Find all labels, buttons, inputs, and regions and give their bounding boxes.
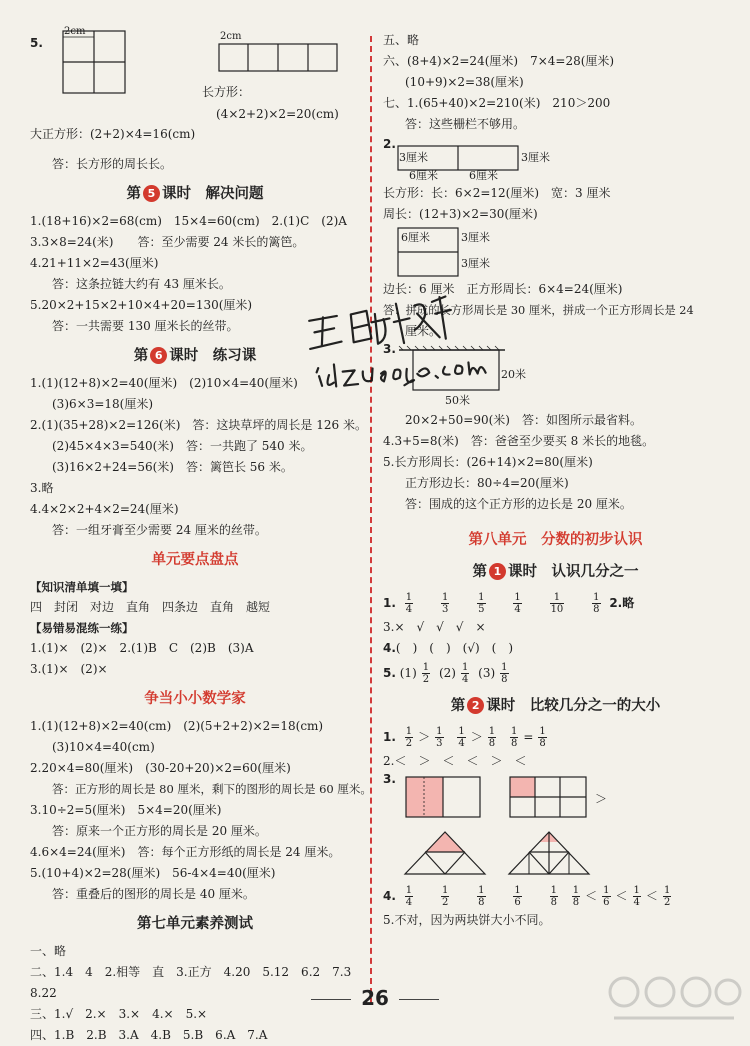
lesson2-q4: 4. $\frac{1}{4}$ $\frac{1}{2}$ $\frac{1}{8}$ $\frac{1}{6}$ $\frac{1}{8}$ $\frac{1}{8}$ ＜ $\frac{1}{6}$ ＜ $\frac{1}{4}$ ＜ $\frac{1}{2}$ [383,885,671,908]
quarter-shaded-rect-svg [509,776,587,818]
page-number-dash [399,999,439,1000]
unit7-test-line: 三、1.√ 2.× 3.× 4.× 5.× [30,1007,208,1021]
right-top-line: 五、略 [383,33,420,47]
lesson2-q3-number: 3. [383,772,396,786]
fraction: $\frac{1}{10}$ [550,592,564,615]
rectangle-label: 长方形： [202,85,251,99]
square-figure-label: 2cm [64,26,86,37]
mistakes-tag: 【易错易混练一练】 [30,621,134,635]
q5-answer: 答：长方形的周长长。 [52,157,173,171]
unit7-test-line: 四、1.B 2.B 3.A 4.B 5.B 6.A 7.A [30,1028,268,1042]
rectangle-figure [218,31,338,72]
lesson2-q3-figures [383,772,728,882]
q2-line2: 答：拼成的长方形周长是 30 厘米，拼成一个正方形周长是 24 [383,304,694,317]
q2-square-figure [383,225,728,279]
rectangle-calc: (4×2+2)×2=20(cm) [216,107,339,121]
fraction: $\frac{1}{8}$ [501,662,508,685]
column-divider [370,36,372,1004]
q2-square-label: 3厘米 [461,257,490,270]
mathematician-line: 4.6×4=24(厘米) 答：每个正方形纸的周长是 24 厘米。 [30,845,341,859]
right-column [383,30,728,931]
fraction: $\frac{1}{8}$ [539,726,546,749]
lesson2-q3-symbol: ＞ [595,792,608,806]
lesson6-heading: 第 6 课时 练习课 [133,348,257,364]
lesson5-line: 答：一共需要 130 厘米长的丝带。 [52,319,239,333]
fraction: $\frac{1}{4}$ [458,726,465,749]
fraction: $\frac{1}{2}$ [441,885,449,908]
fraction: $\frac{1}{4}$ [514,592,521,615]
eighth-shaded-triangle-svg [507,830,591,876]
unit7-test-line: 8.22 [30,986,57,1000]
q3-line: 4.3+5=8(米) 答：爸爸至少要买 8 米长的地毯。 [383,434,655,448]
lesson6-line: (3)16×2+24=56(米) 答：篱笆长 56 米。 [52,460,293,474]
mathematician-line: 答：重叠后的图形的周长是 40 厘米。 [52,887,255,901]
lesson5-line: 1.(18+16)×2=68(cm) 15×4=60(cm) 2.(1)C (2)A [30,214,347,228]
q2-line2: 厘米。 [405,324,442,338]
lesson6-line: (2)45×4×3=540(米) 答：一共跑了 540 米。 [52,439,313,453]
mathematician-line: 2.20×4=80(厘米) (30-20+20)×2=60(厘米) [30,761,291,775]
q3-line: 答：围成的这个正方形的边长是 20 厘米。 [405,497,632,511]
lesson6-line: 答：一组牙膏至少需要 24 厘米的丝带。 [52,523,267,537]
knowledge-line: 四 封闭 对边 直角 四条边 直角 越短 [30,600,271,614]
fraction: $\frac{1}{8}$ [593,592,600,615]
lesson5-line: 5.20×2+15×2+10×4+20=130(厘米) [30,298,253,312]
lesson5-badge: 5 [143,185,160,202]
rectangle-figure-label: 2cm [220,31,242,42]
q2-number: 2. [383,137,396,151]
fraction: $\frac{1}{8}$ [572,885,580,908]
fraction: $\frac{1}{4}$ [405,885,413,908]
lesson1-q3: 3.× √ √ √ × [383,620,486,634]
half-shaded-triangle-svg [403,830,487,876]
fraction: $\frac{1}{5}$ [478,592,485,615]
unit8-heading: 第八单元 分数的初步认识 [468,532,643,548]
lesson1-q1: 1. $\frac{1}{4}$ $\frac{1}{3}$ $\frac{1}{5}$ $\frac{1}{4}$ $\frac{1}{10}$ $\frac{1}{8}$ 2.略 [383,592,635,615]
fraction: $\frac{1}{8}$ [510,726,518,749]
fraction: $\frac{1}{2}$ [422,662,430,685]
lesson6-line: 1.(1)(12+8)×2=40(厘米) (2)10×4=40(厘米) [30,376,298,390]
lesson2-q2: 2.＜ ＞ ＜ ＜ ＞ ＜ [383,754,527,768]
mathematician-heading: 争当小小数学家 [144,691,246,707]
lesson1-q4: 4.( ) ( ) (√) ( ) [383,641,514,655]
fraction: $\frac{1}{2}$ [663,885,671,908]
fraction: $\frac{1}{4}$ [461,662,469,685]
q2-line2: 边长：6 厘米 正方形周长：6×4=24(厘米) [383,282,623,296]
mathematician-line: 5.(10+4)×2=28(厘米) 56-4×4=40(厘米) [30,866,276,880]
knowledge-tag: 【知识清单填一填】 [30,580,134,594]
square-figure [62,26,126,94]
half-shaded-rect-svg [405,776,481,818]
unit7-test-heading: 第七单元素养测试 [137,916,253,932]
fraction: $\frac{1}{2}$ [405,726,413,749]
lesson1-badge: 1 [489,563,506,580]
unit7-test-line: 一、略 [30,944,67,958]
q2-figure-row [383,137,728,183]
q2-label: 6厘米 [469,169,498,182]
fraction: $\frac{1}{3}$ [436,726,443,749]
q3-line: 正方形边长：80÷4=20(厘米) [405,476,569,490]
fraction: $\frac{1}{4}$ [633,885,640,908]
q3-label: 20米 [501,368,526,381]
right-top-line: 答：这些栅栏不够用。 [405,117,526,131]
page-number-dash [311,999,351,1000]
q3-line: 5.长方形周长：(26+14)×2=80(厘米) [383,455,593,469]
q2-square-label: 6厘米 [401,231,430,244]
lesson1-heading: 第 1 课时 认识几分之一 [472,564,639,580]
q5-number: 5. [30,36,43,50]
lesson5-line: 4.21+11×2=43(厘米) [30,256,159,270]
q3-label: 50米 [445,394,470,407]
fraction: $\frac{1}{6}$ [603,885,610,908]
mistakes-line: 1.(1)× (2)× 2.(1)B C (2)B (3)A [30,641,254,655]
lesson1-q5: 5. (1) $\frac{1}{2}$ (2) $\frac{1}{4}$ (3) $\frac{1}{8}$ [383,662,508,685]
right-top-line: 六、(8+4)×2=24(厘米) 7×4=28(厘米) [383,54,615,68]
fraction: $\frac{1}{6}$ [514,885,521,908]
lesson2-q5: 5.不对，因为两块饼大小不同。 [383,913,551,927]
unit-review-heading: 单元要点盘点 [151,552,239,568]
lesson2-heading: 第 2 课时 比较几分之一的大小 [450,698,661,714]
square-calc: 大正方形：(2+2)×4=16(cm) [30,127,196,141]
mathematician-line: 答：原来一个正方形的周长是 20 厘米。 [52,824,267,838]
q3-line: 20×2+50=90(米) 答：如图所示最省料。 [405,413,642,427]
fraction: $\frac{1}{4}$ [405,592,413,615]
q2-line: 周长：(12+3)×2=30(厘米) [383,207,538,221]
fraction: $\frac{1}{8}$ [478,885,485,908]
lesson6-line: 2.(1)(35+28)×2=126(米) 答：这块草坪的周长是 126 米。 [30,418,367,432]
mistakes-line: 3.(1)× (2)× [30,662,108,676]
lesson5-heading: 第 5 课时 解决问题 [126,186,264,202]
lesson2-badge: 2 [467,697,484,714]
right-top-line: 七、1.(65+40)×2=210(米) 210＞200 [383,96,611,110]
lesson6-line: 3.略 [30,481,54,495]
q2-line: 长方形：长：6×2=12(厘米) 宽：3 厘米 [383,186,611,200]
mathematician-line: 答：正方形的周长是 80 厘米，剩下的图形的周长是 60 厘米。 [52,782,372,796]
mathematician-line: 3.10÷2=5(厘米) 5×4=20(厘米) [30,803,222,817]
fraction: $\frac{1}{3}$ [441,592,449,615]
q2-label: 6厘米 [409,169,438,182]
lesson6-line: (3)6×3=18(厘米) [52,397,154,411]
q3-number: 3. [383,342,396,356]
lesson5-line: 3.3×8=24(米) 答：至少需要 24 米长的篱笆。 [30,235,305,249]
lesson5-line: 答：这条拉链大约有 43 厘米长。 [52,277,231,291]
q5-block [30,26,360,154]
right-top-line: (10+9)×2=38(厘米) [405,75,524,89]
mathematician-line: 1.(1)(12+8)×2=40(cm) (2)(5+2+2)×2=18(cm) [30,719,324,733]
page-number: 26 [0,986,750,1010]
lesson2-q1: 1. $\frac{1}{2}$ ＞ $\frac{1}{3}$ $\frac{1}{4}$ ＞ $\frac{1}{8}$ $\frac{1}{8}$ = $\frac{1}{8}$ [383,726,546,749]
square-grid-svg [62,30,126,94]
lesson6-badge: 6 [150,347,167,364]
left-column [30,26,372,1046]
mathematician-line: (3)10×4=40(cm) [52,740,155,754]
q2-square-label: 3厘米 [461,231,490,244]
unit7-test-line: 二、1.4 4 2.相等 直 3.正方 4.20 5.12 6.2 7.3 [30,965,352,979]
q2-label: 3厘米 [399,151,428,164]
fraction: $\frac{1}{8}$ [550,885,557,908]
q2-label: 3厘米 [521,151,550,164]
lesson6-line: 4.4×2×2+4×2=24(厘米) [30,502,179,516]
rectangle-grid-svg [218,38,338,72]
fraction: $\frac{1}{8}$ [488,726,496,749]
